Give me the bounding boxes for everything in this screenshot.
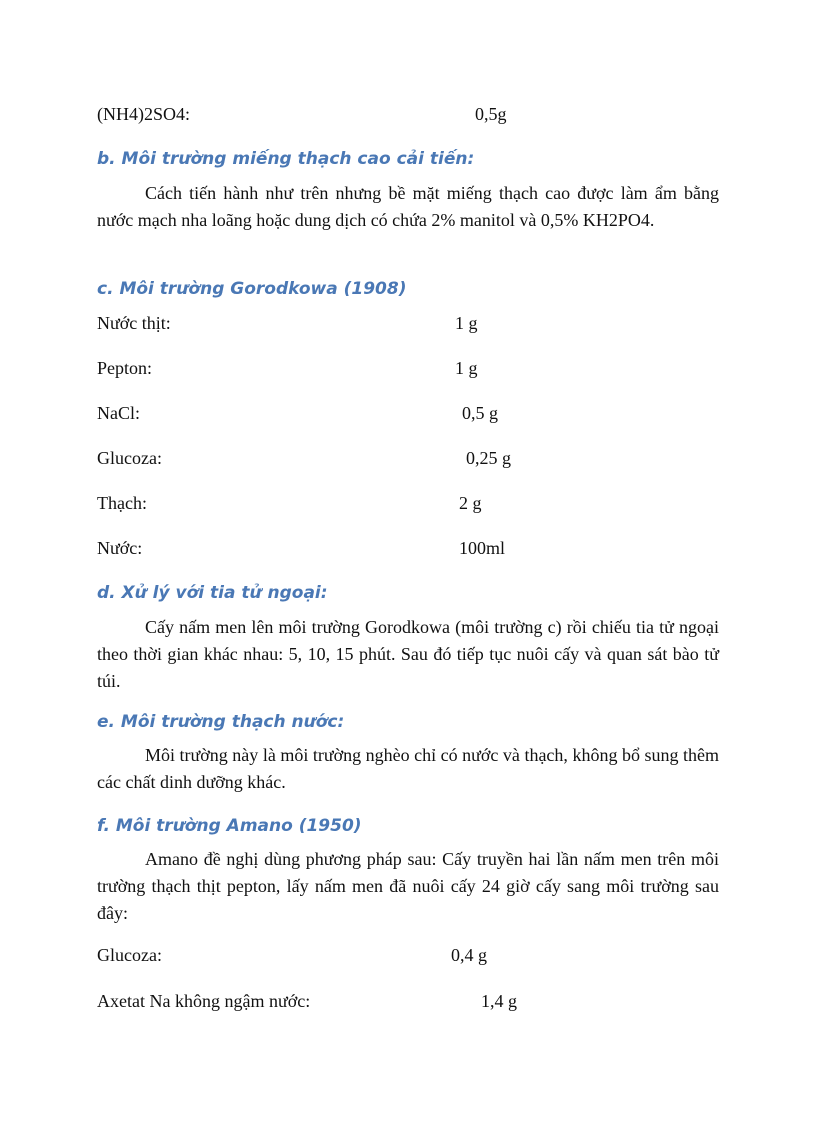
section-f-heading: f. Môi trường Amano (1950) [97, 816, 362, 836]
ingredient-label: Nước: [97, 538, 143, 558]
ingredient-value: 1 g [455, 358, 478, 378]
ingredient-value: 0,4 g [451, 945, 487, 965]
ingredient-label: Axetat Na không ngậm nước: [97, 991, 311, 1011]
ingredient-value: 0,5g [475, 104, 507, 124]
section-e-paragraph: Môi trường này là môi trường nghèo chỉ có nước và thạch, không bổ sung thêm các chất dinh dưỡng khác. [97, 745, 719, 792]
section-c-heading: c. Môi trường Gorodkowa (1908) [97, 279, 407, 299]
ingredient-label: Thạch: [97, 493, 147, 513]
ingredient-value: 0,25 g [466, 448, 511, 468]
ingredient-value: 100ml [459, 538, 506, 558]
section-b-paragraph: Cách tiến hành như trên nhưng bề mặt miếng thạch cao được làm ẩm bằng nước mạch nha loãng hoặc dung dịch có chứa 2% manitol và 0,5% KH2PO4. [97, 183, 719, 230]
ingredient-value: 2 g [459, 493, 482, 513]
ingredient-label: NaCl: [97, 403, 140, 423]
ingredient-label: (NH4)2SO4: [97, 104, 190, 124]
section-f-paragraph: Amano đề nghị dùng phương pháp sau: Cấy truyền hai lần nấm men trên môi trường thạch thịt pepton, lấy nấm men đã nuôi cấy 24 giờ cấy sang môi trường sau đây: [97, 849, 719, 923]
section-e-heading: e. Môi trường thạch nước: [97, 712, 345, 732]
section-d-heading: d. Xử lý với tia tử ngoại: [97, 583, 328, 603]
ingredient-label: Nước thịt: [97, 313, 171, 333]
ingredient-value: 1 g [455, 313, 478, 333]
ingredient-label: Glucoza: [97, 945, 162, 965]
section-d-paragraph: Cấy nấm men lên môi trường Gorodkowa (môi trường c) rồi chiếu tia tử ngoại theo thời gian khác nhau: 5, 10, 15 phút. Sau đó tiếp tục nuôi cấy và quan sát bào tử túi. [97, 617, 719, 691]
ingredient-value: 0,5 g [462, 403, 498, 423]
ingredient-value: 1,4 g [481, 991, 517, 1011]
section-b-heading: b. Môi trường miếng thạch cao cải tiến: [97, 149, 475, 169]
ingredient-label: Pepton: [97, 358, 153, 378]
ingredient-label: Glucoza: [97, 448, 162, 468]
